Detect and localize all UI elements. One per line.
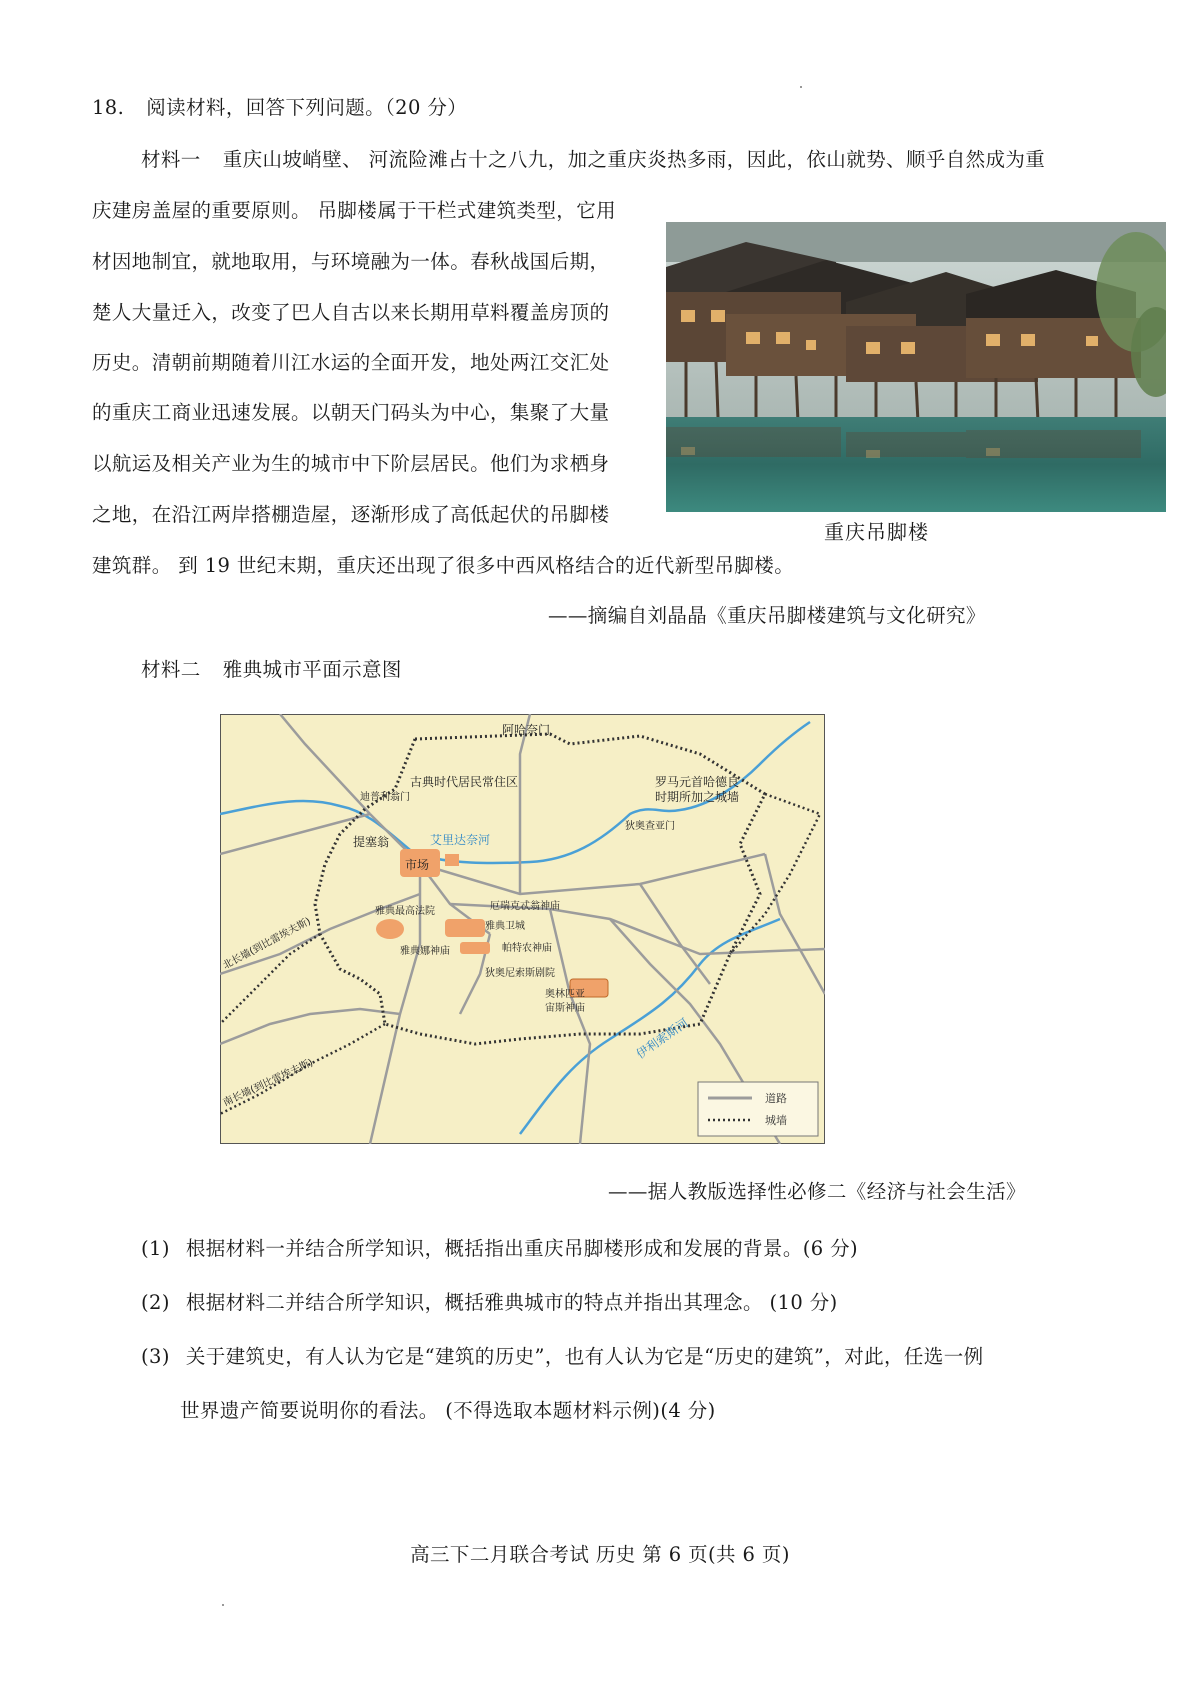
scan-speck [800,86,802,88]
material1-line-1: 材料一 重庆山坡峭壁、 河流险滩占十之八九，加之重庆炎热多雨，因此，依山就势、顺乎自然成为重 [141,148,1046,171]
sub-question-3 [141,1342,984,1372]
label-roman-wall-2: 时期所加之城墙 [655,790,740,804]
athens-city-map [220,714,825,1144]
material1-line-2: 庆建房盖屋的重要原则。 吊脚楼属于干栏式建筑类型，它用 [92,199,616,222]
sub-question-text: 根据材料二并结合所学知识，概括雅典城市的特点并指出其理念。 (10 分) [185,1291,838,1314]
question-number: 18. [92,96,125,119]
material1-label: 材料一 [141,148,201,171]
sub-question-text: 根据材料一并结合所学知识，概括指出重庆吊脚楼形成和发展的背景。(6 分) [185,1237,859,1260]
photo-caption: 重庆吊脚楼 [824,520,929,544]
legend-wall: 城墙 [765,1114,787,1127]
material2-label: 材料二 [141,658,201,681]
question-prompt: 阅读材料，回答下列问题。（20 分） [146,96,468,119]
material2-heading [141,655,402,685]
question-heading [92,93,467,123]
map-legend [698,1082,818,1136]
stilt-house-photo [666,222,1166,512]
label-olympieion-2: 宙斯神庙 [545,1003,585,1014]
material2-title: 雅典城市平面示意图 [222,658,402,681]
page-footer: 高三下二月联合考试 历史 第 6 页(共 6 页) [410,1543,790,1566]
label-eridanos-river: 艾里达奈河 [430,833,491,847]
label-dipylon-gate: 迪普利翁门 [360,792,410,803]
label-classical-residential: 古典时代居民常住区 [410,775,519,789]
sub-question-text: 关于建筑史，有人认为它是“建筑的历史”，也有人认为它是“历史的建筑”，对此，任选一例 [185,1345,984,1368]
material1-line-7: 以航运及相关产业为生的城市中下阶层居民。他们为求栖身 [92,452,610,475]
label-diochares-gate: 狄奥查亚门 [625,821,675,832]
label-theatre: 狄奥尼索斯剧院 [485,968,555,979]
material1-line-5: 历史。清朝前期随着川江水运的全面开发，地处两江交汇处 [92,351,610,374]
label-olympieion-1: 奥林匹亚 [545,989,585,1000]
scan-speck [222,1604,224,1606]
label-ilissos-river: 伊利索斯河 [633,1015,691,1062]
label-athena-temple: 雅典娜神庙 [400,946,450,957]
label-south-long-wall: 南长墙(到比雷埃夫斯) [221,1057,315,1109]
sub-question-2 [141,1288,838,1318]
sub-question-3-continued: 世界遗产简要说明你的看法。 (不得选取本题材料示例)(4 分) [180,1399,716,1422]
material2-source: ——据人教版选择性必修二《经济与社会生活》 [608,1180,1026,1203]
label-erechtheion: 厄瑞克忒翁神庙 [490,901,560,912]
material1-line-3: 材因地制宜，就地取用，与环境融为一体。春秋战国后期， [92,250,610,273]
label-roman-wall-1: 罗马元首哈德良 [655,775,740,789]
sub-question-number: (1) [141,1237,170,1260]
label-north-long-wall: 北长墙(到比雷埃夫斯) [221,916,313,972]
material1-line-9: 建筑群。 到 19 世纪末期，重庆还出现了很多中西风格结合的近代新型吊脚楼。 [92,554,795,577]
sub-question-number: (2) [141,1291,170,1314]
material1-source: ——摘编自刘晶晶《重庆吊脚楼建筑与文化研究》 [548,604,986,627]
sub-question-number: (3) [141,1345,170,1368]
material1-line-4: 楚人大量迁入，改变了巴人自古以来长期用草料覆盖房顶的 [92,301,610,324]
label-acharnian-gate: 阿哈奈门 [502,723,551,737]
material1-line-8: 之地，在沿江两岸搭棚造屋，逐渐形成了高低起伏的吊脚楼 [92,503,610,526]
label-agora: 市场 [405,858,430,872]
material1-line-6: 的重庆工商业迅速发展。以朝天门码头为中心，集聚了大量 [92,401,610,424]
label-acropolis: 雅典卫城 [485,921,525,932]
label-areopagus: 雅典最高法院 [375,906,435,917]
label-parthenon: 帕特农神庙 [502,943,552,954]
legend-road: 道路 [765,1092,787,1105]
sub-question-1 [141,1234,858,1264]
label-keramikos: 提塞翁 [353,835,390,849]
